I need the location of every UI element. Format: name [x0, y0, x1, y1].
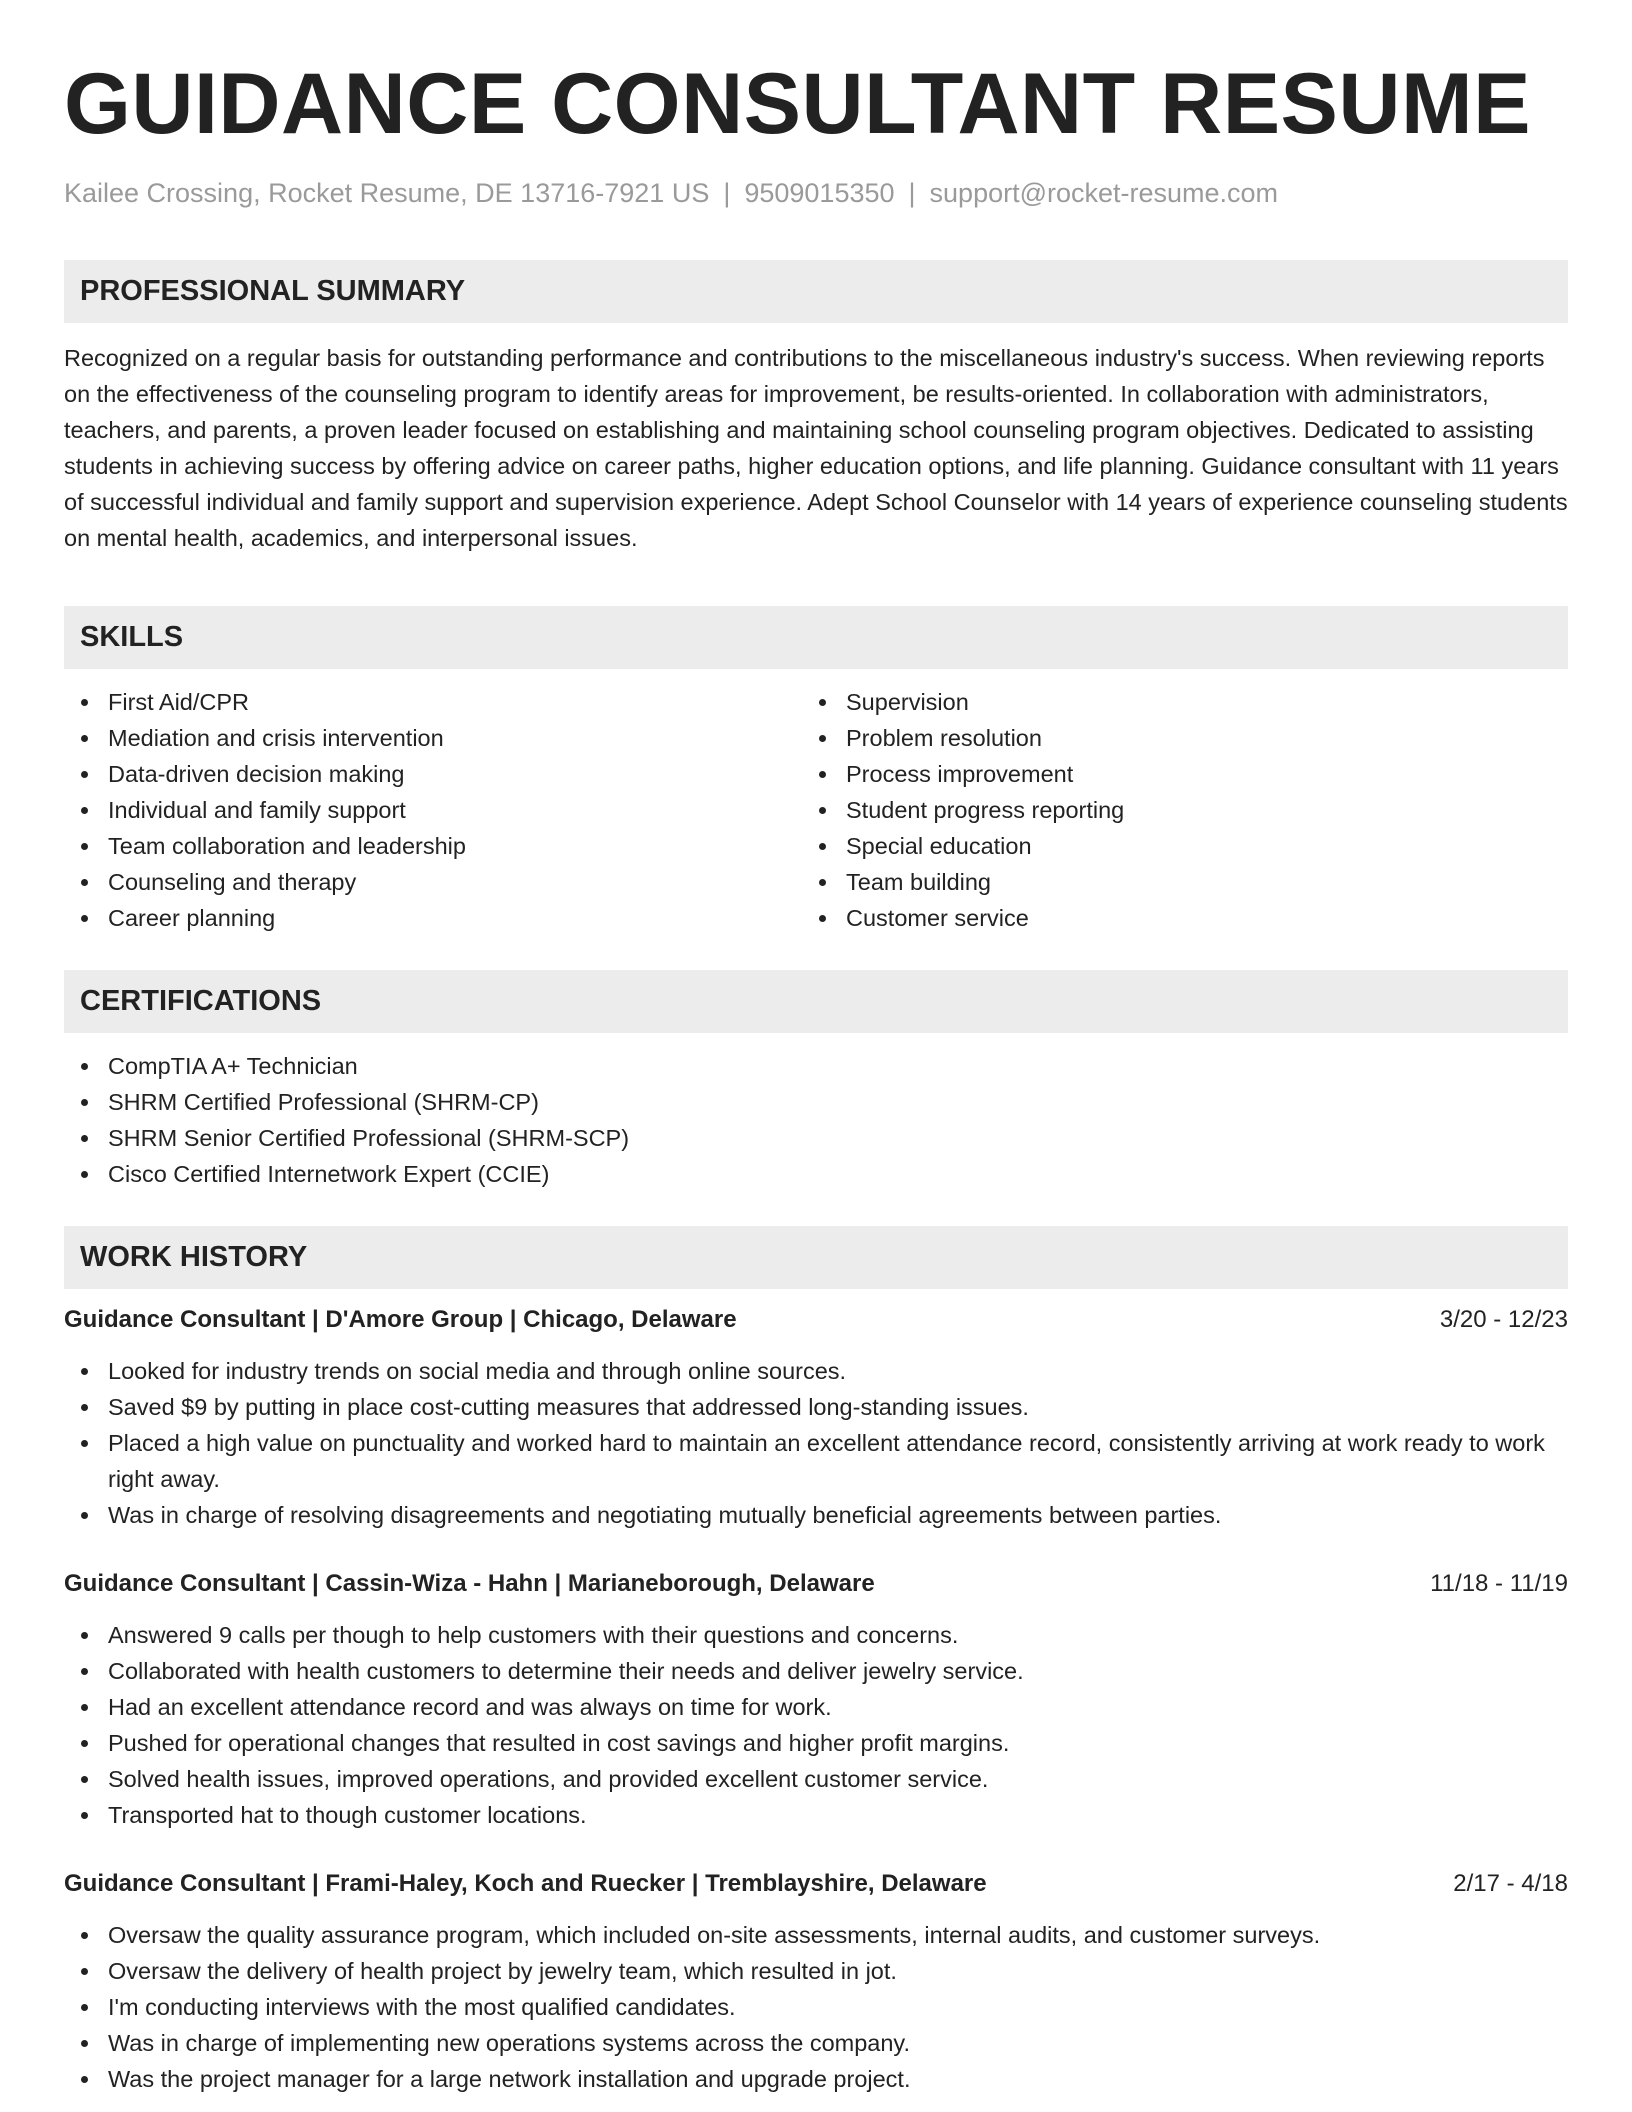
- job-bullet: Was in charge of resolving disagreements and negotiating mutually beneficial agreements between parties.: [64, 1497, 1568, 1533]
- job-header: [64, 1303, 1568, 1337]
- skill-item: Career planning: [64, 900, 802, 936]
- job-header: [64, 1867, 1568, 1901]
- job-bullet: Collaborated with health customers to determine their needs and deliver jewelry service.: [64, 1653, 1568, 1689]
- job-entry: [64, 1303, 1568, 1533]
- job-bullets: [64, 1917, 1568, 2097]
- skill-item: Problem resolution: [802, 720, 1568, 756]
- job-title: Guidance Consultant | D'Amore Group | Chicago, Delaware: [64, 1306, 737, 1333]
- contact-phone: 9509015350: [744, 178, 895, 208]
- job-bullet: Was in charge of implementing new operations systems across the company.: [64, 2025, 1568, 2061]
- resume-title: GUIDANCE CONSULTANT RESUME: [64, 56, 1532, 152]
- skills-column-left: [64, 684, 802, 936]
- job-bullet: Placed a high value on punctuality and worked hard to maintain an excellent attendance record, consistently arriving at work ready to work right away.: [64, 1425, 1568, 1497]
- skills-column-right: [802, 684, 1568, 936]
- certification-item: Cisco Certified Internetwork Expert (CCIE): [64, 1156, 1568, 1192]
- job-bullet: Solved health issues, improved operations, and provided excellent customer service.: [64, 1761, 1568, 1797]
- skill-item: Mediation and crisis intervention: [64, 720, 802, 756]
- skill-item: First Aid/CPR: [64, 684, 802, 720]
- job-bullet: Pushed for operational changes that resulted in cost savings and higher profit margins.: [64, 1725, 1568, 1761]
- certification-item: SHRM Certified Professional (SHRM-CP): [64, 1084, 1568, 1120]
- job-dates: 11/18 - 11/19: [1430, 1570, 1568, 1597]
- job-bullet: Transported hat to though customer locations.: [64, 1797, 1568, 1833]
- contact-address: Kailee Crossing, Rocket Resume, DE 13716-7921 US: [64, 178, 710, 208]
- job-entry: [64, 1867, 1568, 2097]
- section-heading-summary: PROFESSIONAL SUMMARY: [64, 260, 1568, 323]
- certification-item: CompTIA A+ Technician: [64, 1048, 1568, 1084]
- skill-item: Process improvement: [802, 756, 1568, 792]
- job-bullets: [64, 1353, 1568, 1533]
- skills-left-list: [64, 684, 802, 936]
- job-title: Guidance Consultant | Cassin-Wiza - Hahn | Marianeborough, Delaware: [64, 1570, 875, 1597]
- skill-item: Special education: [802, 828, 1568, 864]
- skills-right-list: [802, 684, 1568, 936]
- skill-item: Team building: [802, 864, 1568, 900]
- job-bullets: [64, 1617, 1568, 1833]
- section-heading-certifications: CERTIFICATIONS: [64, 970, 1568, 1033]
- job-bullet: Oversaw the quality assurance program, which included on-site assessments, internal audits, and customer surveys.: [64, 1917, 1568, 1953]
- skill-item: Individual and family support: [64, 792, 802, 828]
- skill-item: Data-driven decision making: [64, 756, 802, 792]
- job-bullet: Had an excellent attendance record and was always on time for work.: [64, 1689, 1568, 1725]
- skill-item: Student progress reporting: [802, 792, 1568, 828]
- job-dates: 3/20 - 12/23: [1439, 1306, 1568, 1333]
- job-bullet: Was the project manager for a large network installation and upgrade project.: [64, 2061, 1568, 2097]
- job-title: Guidance Consultant | Frami-Haley, Koch and Ruecker | Tremblayshire, Delaware: [64, 1870, 987, 1897]
- job-bullet: Looked for industry trends on social media and through online sources.: [64, 1353, 1568, 1389]
- skill-item: Team collaboration and leadership: [64, 828, 802, 864]
- job-bullet: Saved $9 by putting in place cost-cutting measures that addressed long-standing issues.: [64, 1389, 1568, 1425]
- job-bullet: I'm conducting interviews with the most qualified candidates.: [64, 1989, 1568, 2025]
- job-bullet: Answered 9 calls per though to help customers with their questions and concerns.: [64, 1617, 1568, 1653]
- contact-line: [64, 176, 1568, 210]
- job-dates: 2/17 - 4/18: [1453, 1870, 1568, 1897]
- job-bullet: Oversaw the delivery of health project by jewelry team, which resulted in jot.: [64, 1953, 1568, 1989]
- section-heading-skills: SKILLS: [64, 606, 1568, 669]
- job-entry: [64, 1567, 1568, 1833]
- skill-item: Customer service: [802, 900, 1568, 936]
- skill-item: Counseling and therapy: [64, 864, 802, 900]
- skill-item: Supervision: [802, 684, 1568, 720]
- certifications-items: [64, 1048, 1568, 1192]
- summary-text: Recognized on a regular basis for outstanding performance and contributions to the miscellaneous industry's success. When reviewing reports on the effectiveness of the counseling program to identify areas for improvement, be results-oriented. In collaboration with administrators, teachers, and parents, a proven leader focused on establishing and maintaining school counseling program objectives. Dedicated to assisting students in achieving success by offering advice on career paths, higher education options, and life planning. Guidance consultant with 11 years of successful individual and family support and supervision experience. Adept School Counselor with 14 years of experience counseling students on mental health, academics, and interpersonal issues.: [64, 345, 1568, 551]
- contact-separator: |: [723, 178, 731, 208]
- contact-email: support@rocket-resume.com: [929, 178, 1279, 208]
- contact-separator: |: [908, 178, 916, 208]
- certifications-list: [64, 1048, 1568, 1192]
- certification-item: SHRM Senior Certified Professional (SHRM-SCP): [64, 1120, 1568, 1156]
- job-header: [64, 1567, 1568, 1601]
- skills-list: [64, 684, 1568, 936]
- section-heading-work-history: WORK HISTORY: [64, 1226, 1568, 1289]
